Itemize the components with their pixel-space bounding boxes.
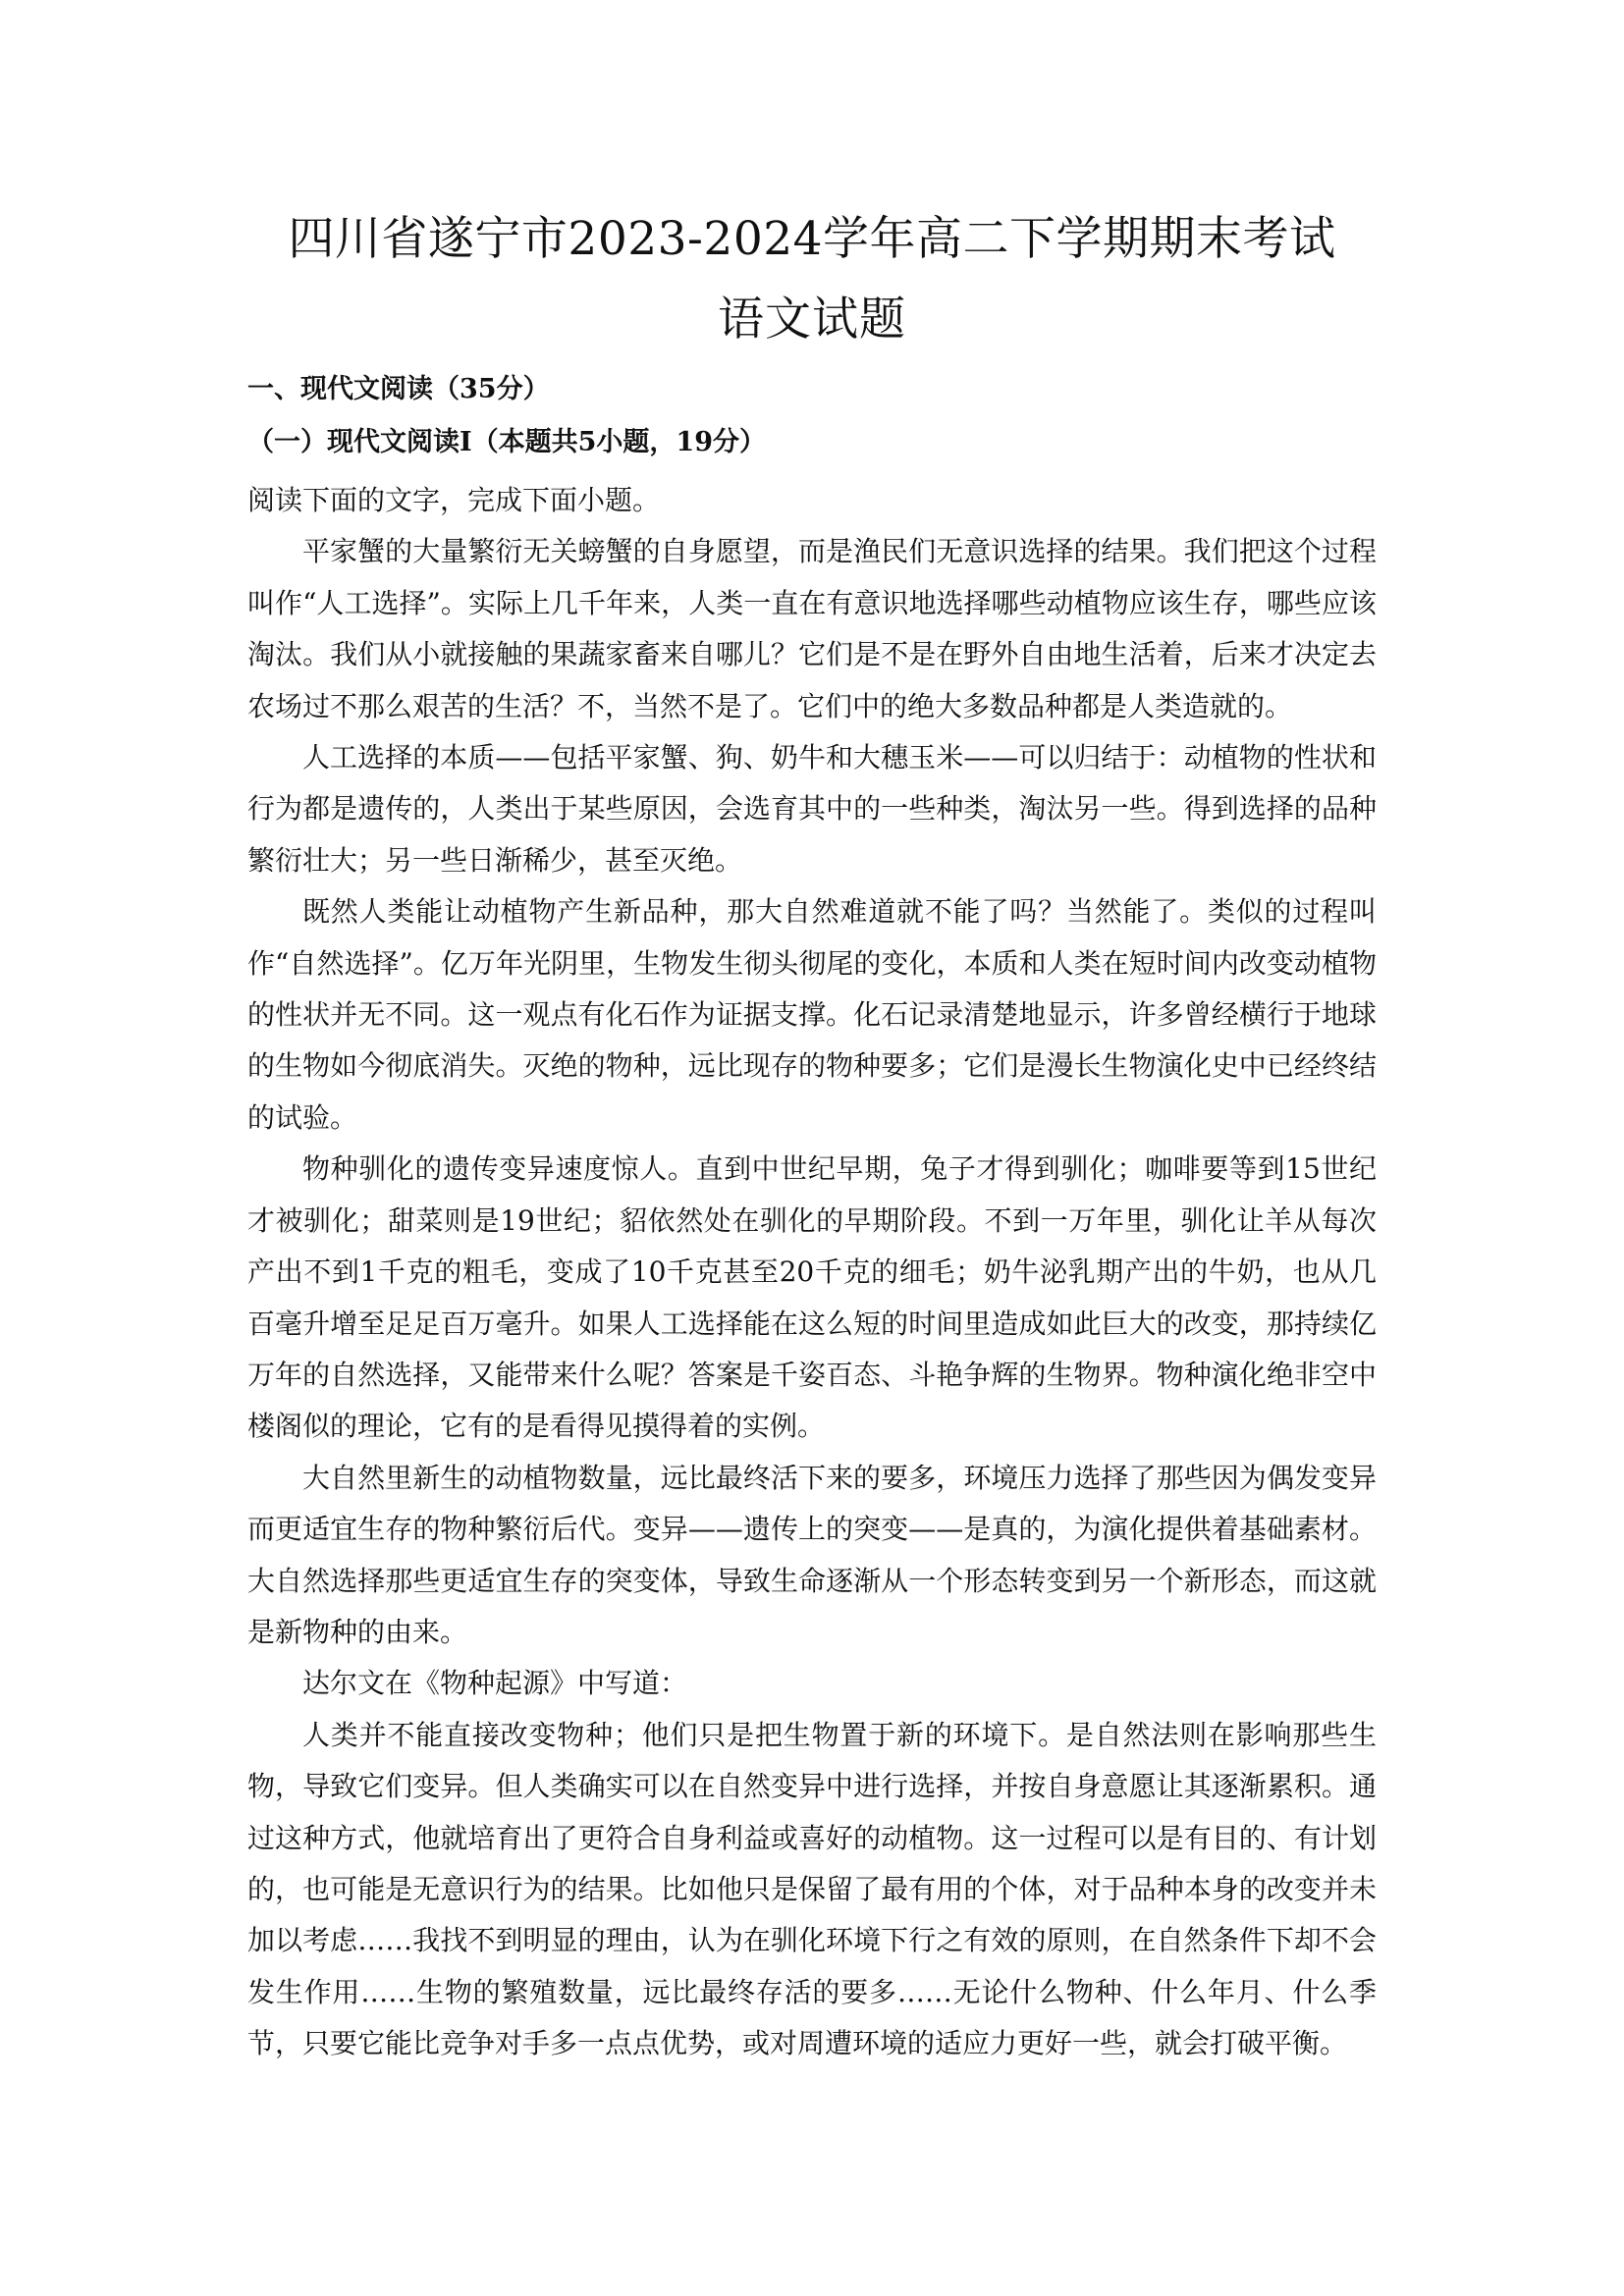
passage-paragraph-4: 物种驯化的遗传变异速度惊人。直到中世纪早期，兔子才得到驯化；咖啡要等到15世纪才被驯化；甜菜则是19世纪；貂依然处在驯化的早期阶段。不到一万年里，驯化让羊从每次产出不到1千克的粗毛，变成了10千克甚至20千克的细毛；奶牛泌乳期产出的牛奶，也从几百毫升增至足足百万毫升。如果人工选择能在这么短的时间里造成如此巨大的改变，那持续亿万年的自然选择，又能带来什么呢？答案是千姿百态、斗艳争辉的生物界。物种演化绝非空中楼阁似的理论，它有的是看得见摸得着的实例。 bbox=[247, 1152, 1377, 1443]
reading-instruction: 阅读下面的文字，完成下面小题。 bbox=[247, 484, 661, 516]
subsection-heading: （一）现代文阅读Ⅰ（本题共5小题，19分） bbox=[247, 427, 766, 457]
section-heading: 一、现代文阅读（35分） bbox=[247, 374, 550, 404]
reading-passage bbox=[247, 475, 1377, 2070]
passage-paragraph-7: 人类并不能直接改变物种；他们只是把生物置于新的环境下。是自然法则在影响那些生物，导致它们变异。但人类确实可以在自然变异中进行选择，并按自身意愿让其逐渐累积。通过这种方式，他就培育出了更符合自身利益或喜好的动植物。这一过程可以是有目的、有计划的，也可能是无意识行为的结果。比如他只是保留了最有用的个体，对于品种本身的改变并未加以考虑……我找不到明显的理由，认为在驯化环境下行之有效的原则，在自然条件下却不会发生作用……生物的繁殖数量，远比最终存活的要多……无论什么物种、什么年月、什么季节，只要它能比竞争对手多一点点优势，或对周遭环境的适应力更好一些，就会打破平衡。 bbox=[247, 1718, 1377, 2060]
passage-paragraph-2: 人工选择的本质——包括平家蟹、狗、奶牛和大穗玉米——可以归结于：动植物的性状和行为都是遗传的，人类出于某些原因，会选育其中的一些种类，淘汰另一些。得到选择的品种繁衍壮大；另一些日渐稀少，甚至灭绝。 bbox=[247, 741, 1377, 877]
passage-paragraph-3: 既然人类能让动植物产生新品种，那大自然难道就不能了吗？当然能了。类似的过程叫作“自然选择”。亿万年光阴里，生物发生彻头彻尾的变化，本质和人类在短时间内改变动植物的性状并无不同。这一观点有化石作为证据支撑。化石记录清楚地显示，许多曾经横行于地球的生物如今彻底消失。灭绝的物种，远比现存的物种要多；它们是漫长生物演化史中已经终结的试验。 bbox=[247, 895, 1377, 1134]
passage-paragraph-6: 达尔文在《物种起源》中写道： bbox=[302, 1667, 688, 1700]
passage-paragraph-5: 大自然里新生的动植物数量，远比最终活下来的要多，环境压力选择了那些因为偶发变异而更适宜生存的物种繁衍后代。变异——遗传上的突变——是真的，为演化提供着基础素材。大自然选择那些更适宜生存的突变体，导致生命逐渐从一个形态转变到另一个新形态，而这就是新物种的由来。 bbox=[247, 1461, 1377, 1648]
exam-subtitle: 语文试题 bbox=[718, 293, 906, 347]
exam-title: 四川省遂宁市2023-2024学年高二下学期期末考试 bbox=[288, 212, 1336, 266]
passage-paragraph-1: 平家蟹的大量繁衍无关螃蟹的自身愿望，而是渔民们无意识选择的结果。我们把这个过程叫作“人工选择”。实际上几千年来，人类一直在有意识地选择哪些动植物应该生存，哪些应该淘汰。我们从小就接触的果蔬家畜来自哪儿？它们是不是在野外自由地生活着，后来才决定去农场过不那么艰苦的生活？不，当然不是了。它们中的绝大多数品种都是人类造就的。 bbox=[247, 535, 1377, 722]
